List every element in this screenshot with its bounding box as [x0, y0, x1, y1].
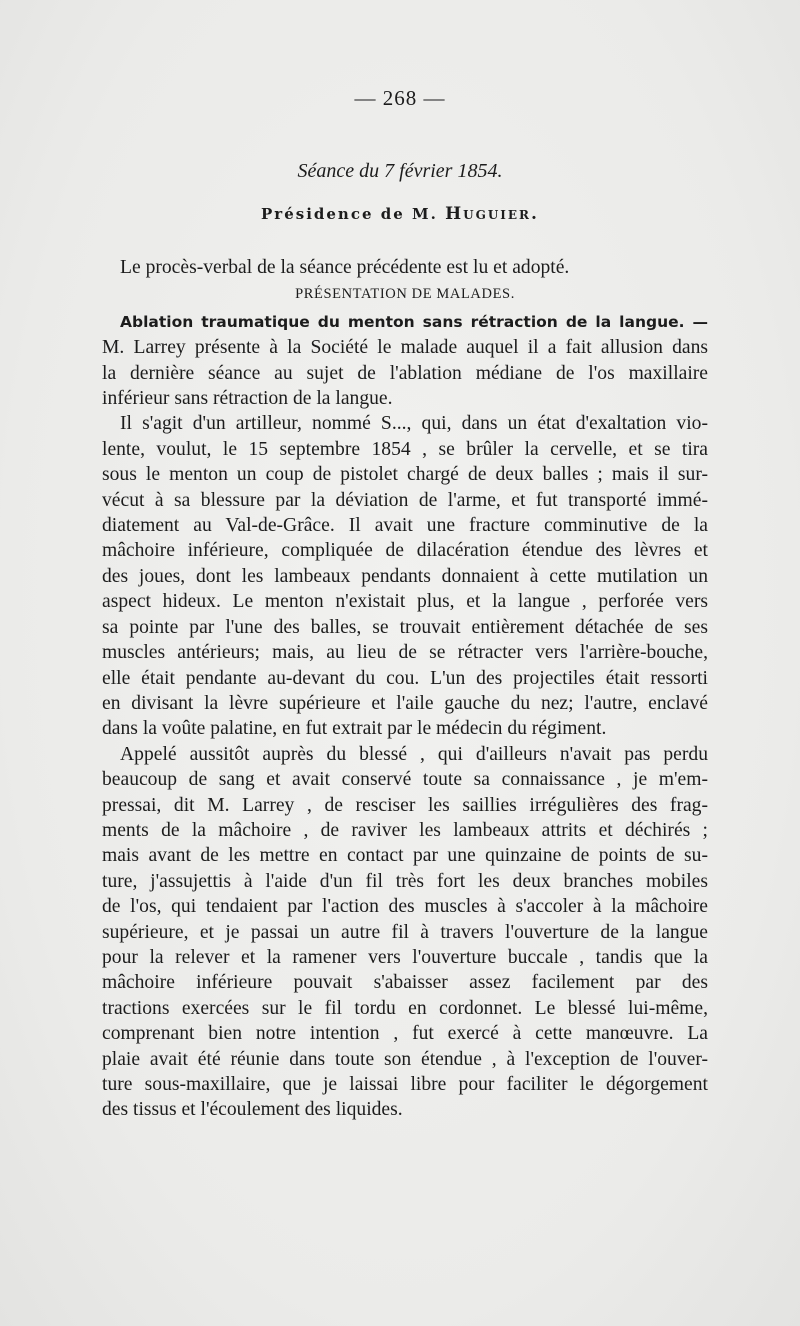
text-line: vécut à sa blessure par la déviation de l'arme, et fut transporté immé- [102, 489, 708, 511]
presidency-line [0, 204, 800, 224]
text-line: mâchoire inférieure pouvait s'abaisser assez facilement par des [102, 972, 708, 994]
opening-paragraph: Le procès-verbal de la séance précédente est lu et adopté. [120, 257, 570, 278]
text-line: ments de la mâchoire , de raviver les lambeaux attrits et déchirés ; [102, 819, 708, 841]
text-line: plaie avait été réunie dans toute son étendue , à l'exception de l'ouver- [102, 1048, 708, 1070]
text-line: tractions exercées sur le fil tordu en cordonnet. Le blessé lui-même, [102, 997, 708, 1019]
text-line: dans la voûte palatine, en fut extrait par le médecin du régiment. [102, 718, 607, 740]
text-line: Appelé aussitôt auprès du blessé , qui d'ailleurs n'avait pas perdu [120, 743, 708, 765]
presidency-prefix: Présidence de M. [261, 205, 438, 223]
text-line: lente, voulut, le 15 septembre 1854 , se brûler la cervelle, et se tira [102, 438, 708, 460]
president-name: Huguier. [445, 204, 539, 224]
text-line: inférieur sans rétraction de la langue. [102, 388, 393, 410]
text-line: diatement au Val-de-Grâce. Il avait une fracture comminutive de la [102, 515, 708, 537]
text-line: sous le menton un coup de pistolet chargé de deux balles ; mais il sur- [102, 464, 708, 486]
text-line: des joues, dont les lambeaux pendants donnaient à cette mutilation un [102, 565, 708, 587]
text-line: elle était pendante au-devant du cou. L'un des projectiles était ressorti [102, 667, 708, 689]
session-title: Séance du 7 février 1854. [297, 160, 503, 182]
text-line: supérieure, et je passai un autre fil à travers l'ouverture de la langue [102, 921, 708, 943]
text-line: mâchoire inférieure, compliquée de dilacération étendue des lèvres et [102, 540, 708, 562]
text-line: des tissus et l'écoulement des liquides. [102, 1099, 403, 1121]
body-text [102, 255, 708, 1123]
section-title: PRÉSENTATION DE MALADES. [295, 286, 515, 303]
text-line: pressai, dit M. Larrey , de resciser les saillies irrégulières des frag- [102, 794, 708, 816]
page-number: — 268 — [354, 86, 446, 110]
text-line: muscles antérieurs; mais, au lieu de se rétracter vers l'arrière-bouche, [102, 642, 708, 664]
text-line: la dernière séance au sujet de l'ablation médiane de l'os maxillaire [102, 362, 708, 384]
text-line: en divisant la lèvre supérieure et l'aile gauche du nez; l'autre, enclavé [102, 692, 708, 714]
text-line: aspect hideux. Le menton n'existait plus, et la langue , perforée vers [102, 591, 708, 613]
text-line: beaucoup de sang et avait conservé toute sa connaissance , je m'em- [102, 769, 708, 791]
text-line: de l'os, qui tendaient par l'action des muscles à s'accoler à la mâchoire [102, 896, 708, 918]
text-line: comprenant bien notre intention , fut exercé à cette manœuvre. La [102, 1023, 708, 1045]
text-line: pour la relever et la ramener vers l'ouverture buccale , tandis que la [102, 946, 708, 968]
text-line: M. Larrey présente à la Société le malade auquel il a fait allusion dans [102, 337, 708, 359]
text-line: mais avant de les mettre en contact par une quinzaine de points de su- [102, 845, 708, 867]
text-line: ture, j'assujettis à l'aide d'un fil très fort les deux branches mobiles [102, 870, 708, 892]
text-line: Il s'agit d'un artilleur, nommé S..., qui, dans un état d'exaltation vio- [120, 413, 708, 435]
case-title: Ablation traumatique du menton sans rétraction de la langue. — [120, 312, 708, 331]
text-line: ture sous-maxillaire, que je laissai libre pour faciliter le dégorgement [102, 1074, 708, 1095]
text-line: sa pointe par l'une des balles, se trouvait entièrement détachée de ses [102, 616, 708, 638]
